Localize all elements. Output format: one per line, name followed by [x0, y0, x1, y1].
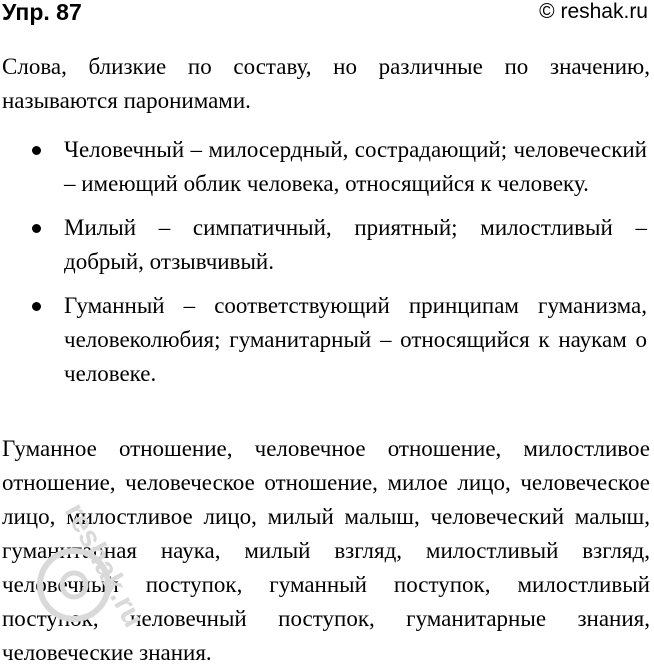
bullet-icon — [32, 146, 41, 155]
paronym-list — [0, 133, 654, 401]
bullet-icon — [32, 302, 41, 311]
list-item-text: Человечный – милосердный, сострадающий; человеческий – имеющий облик человека, относящийся к человеку. — [64, 137, 647, 196]
intro-paragraph: Слова, близкие по составу, но различные по значению, называются паронимами. — [2, 54, 650, 113]
list-item-text: Гуманный – соответствующий принципам гуманизма, человеколюбия; гуманитарный – относящийся к наукам о человеке. — [64, 293, 647, 386]
list-item — [0, 211, 647, 279]
answer-paragraph: Гуманное отношение, человечное отношение, милостливое отношение, человеческое отношение, милое лицо, человеческое лицо, милостливое лицо, милый малыш, человеческий малыш, гуманитарная наука, милый взгляд, милостливый взгляд, человечный поступок, гуманный поступок, милостливый поступок, человечный поступок, гуманитарные знания, человеческие знания. — [2, 436, 650, 665]
exercise-title: Упр. 87 — [2, 0, 82, 25]
list-item — [0, 133, 647, 201]
list-item — [0, 289, 647, 391]
source-label: © reshak.ru — [539, 0, 648, 23]
page-header — [0, 0, 654, 30]
svg-text:reshak.ru: reshak.ru — [57, 497, 151, 633]
list-item-text: Милый – симпатичный, приятный; милостливый – добрый, отзывчивый. — [64, 215, 647, 274]
bullet-icon — [32, 224, 41, 233]
